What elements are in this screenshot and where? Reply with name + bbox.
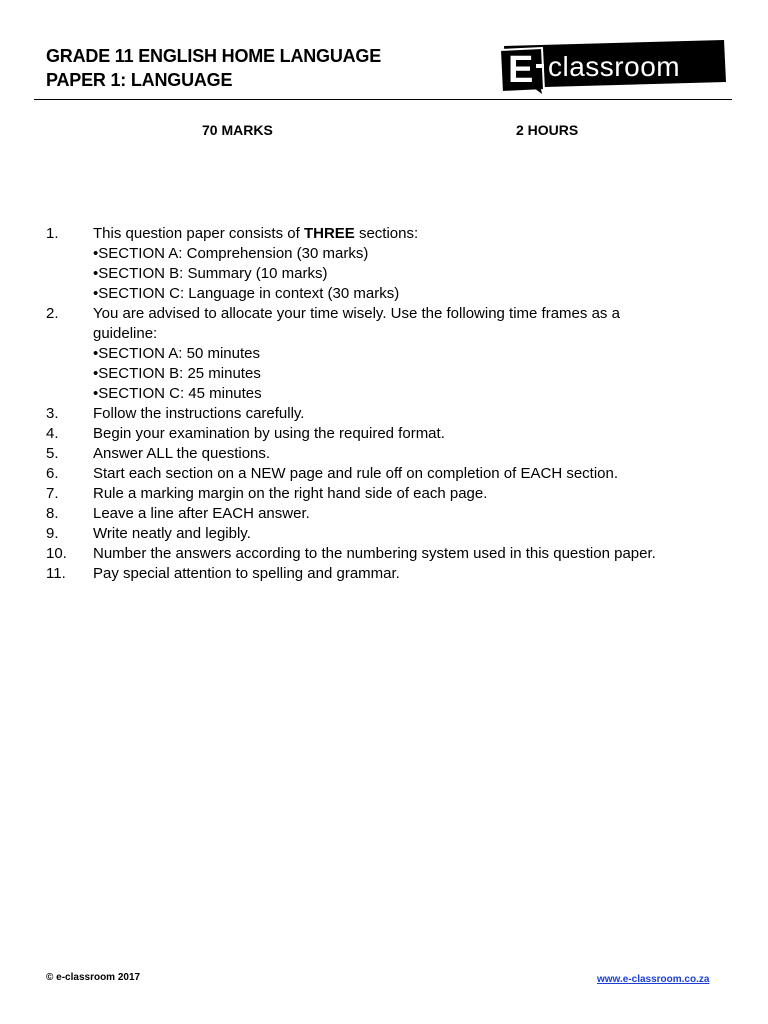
instruction-item: [46, 544, 746, 564]
instruction-text: guideline:: [93, 325, 158, 342]
document-title: [46, 44, 381, 92]
instruction-item: [46, 484, 746, 504]
instruction-text: Answer ALL the questions.: [93, 445, 271, 462]
instruction-item: [46, 524, 746, 544]
svg-text:E: E: [508, 49, 534, 91]
instruction-text: Begin your examination by using the required format.: [93, 425, 445, 442]
instruction-number: 2.: [46, 305, 59, 322]
instruction-item: [46, 464, 746, 484]
instruction-text: Leave a line after EACH answer.: [93, 505, 310, 522]
instruction-item: [46, 444, 746, 464]
instruction-text: Pay special attention to spelling and grammar.: [93, 565, 400, 582]
instruction-number: 10.: [46, 545, 67, 562]
instruction-item: [46, 564, 746, 584]
instruction-item: [46, 504, 746, 524]
instruction-continuation: [46, 324, 746, 344]
title-line-2: PAPER 1: LANGUAGE: [46, 70, 233, 90]
instruction-text: Write neatly and legibly.: [93, 525, 251, 542]
bullet-item: • SECTION C: Language in context (30 marks): [46, 284, 746, 304]
instruction-number: 3.: [46, 405, 59, 422]
instruction-text: Start each section on a NEW page and rule off on completion of EACH section.: [93, 465, 619, 482]
svg-text:classroom: classroom: [548, 51, 681, 82]
instruction-text: Follow the instructions carefully.: [93, 405, 305, 422]
instruction-item: [46, 224, 746, 244]
copyright-notice: © e-classroom 2017: [46, 972, 141, 983]
instruction-item: [46, 304, 746, 324]
instruction-text: Number the answers according to the numbering system used in this question paper.: [93, 545, 656, 562]
instructions-list: [46, 224, 746, 584]
emphasis-three: THREE: [303, 225, 355, 242]
bullet-item: • SECTION B: 25 minutes: [46, 364, 746, 384]
instruction-number: 7.: [46, 485, 59, 502]
bullet-item: • SECTION A: Comprehension (30 marks): [46, 244, 746, 264]
instruction-number: 8.: [46, 505, 59, 522]
instruction-text: Rule a marking margin on the right hand side of each page.: [93, 485, 488, 502]
instruction-number: 4.: [46, 425, 59, 442]
bullet-item: • SECTION C: 45 minutes: [46, 384, 746, 404]
exam-duration: 2 HOURS: [516, 122, 579, 138]
instruction-number: 1.: [46, 225, 59, 242]
instruction-number: 6.: [46, 465, 59, 482]
instruction-item: [46, 424, 746, 444]
bullet-item: • SECTION A: 50 minutes: [46, 344, 746, 364]
instruction-text: This question paper consists of THREE sections:: [93, 225, 419, 242]
header-rule: [34, 99, 732, 100]
website-link[interactable]: www.e-classroom.co.za: [597, 974, 710, 985]
instruction-item: [46, 404, 746, 424]
instruction-number: 5.: [46, 445, 59, 462]
instruction-text: You are advised to allocate your time wisely. Use the following time frames as a: [93, 305, 620, 322]
title-line-1: GRADE 11 ENGLISH HOME LANGUAGE: [46, 46, 382, 66]
instruction-number: 11.: [46, 565, 66, 582]
bullet-item: • SECTION B: Summary (10 marks): [46, 264, 746, 284]
instruction-number: 9.: [46, 525, 59, 542]
total-marks: 70 MARKS: [202, 122, 273, 138]
e-classroom-logo: [498, 38, 728, 94]
